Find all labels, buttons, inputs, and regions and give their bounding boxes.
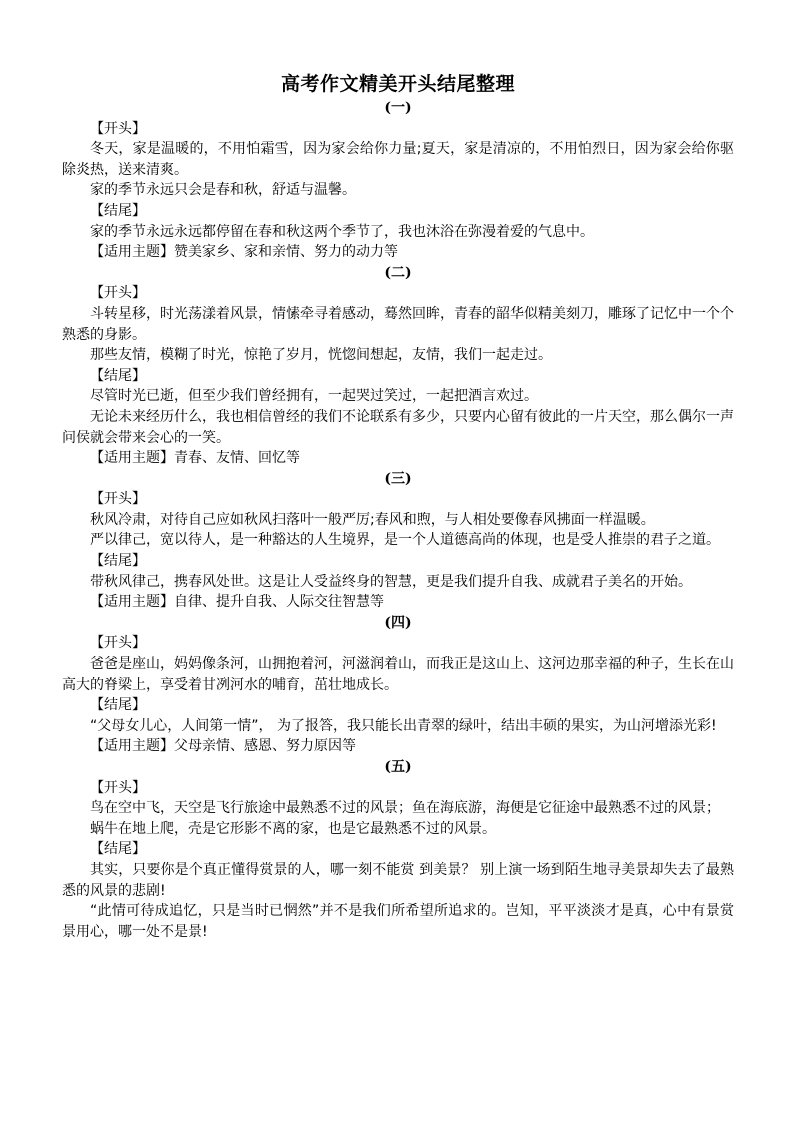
- paragraph: 蜗牛在地上爬，壳是它形影不离的家，也是它最熟悉不过的风景。: [90, 820, 496, 837]
- section-number: (五): [384, 759, 412, 775]
- paragraph: 那些友情，模糊了时光，惊艳了岁月，恍惚间想起，友情，我们一起走过。: [90, 347, 552, 364]
- paragraph: 带秋风律己，携春风处世。这是让人受益终身的智慧，更是我们提升自我、成就君子美名的开始。: [90, 573, 692, 590]
- paragraph: 严以律己，宽以待人，是一种豁达的人生境界，是一个人道德高尚的体现，也是受人推崇的君子之道。: [90, 532, 720, 549]
- opening-label: 【开头】: [90, 120, 146, 137]
- ending-label: 【结尾】: [90, 367, 146, 384]
- paragraph: 秋风冷肃，对待自己应如秋风扫落叶一般严厉;春风和煦，与人相处要像春风拂面一样温暖。: [90, 511, 655, 528]
- section-3: [62, 469, 734, 613]
- opening-label: 【开头】: [90, 491, 146, 508]
- ending-label: 【结尾】: [90, 841, 146, 858]
- opening-label: 【开头】: [90, 779, 146, 796]
- theme-line: 【适用主题】父母亲情、感恩、努力原因等: [90, 738, 356, 755]
- paragraph: 冬天，家是温暖的，不用怕霜雪，因为家会给你力量;夏天，家是清凉的，不用怕烈日，因为家会给你驱除炎热，送来清爽。: [62, 141, 734, 178]
- theme-line: 【适用主题】赞美家乡、家和亲情、努力的动力等: [90, 244, 398, 261]
- document-page: [62, 70, 734, 942]
- section-1: [62, 98, 734, 263]
- paragraph: 斗转星移，时光荡漾着风景，情愫牵寻着感动，蓦然回眸，青春的韶华似精美刻刀，雕琢了记忆中一个个熟悉的身影。: [62, 305, 734, 343]
- ending-label: 【结尾】: [90, 697, 146, 714]
- paragraph: 其实，只要你是个真正懂得赏景的人，哪一刻不能赏 到美景？ 别上演一场到陌生地寻美景却失去了最熟悉的风景的悲剧!: [62, 861, 734, 899]
- section-5: [62, 757, 734, 942]
- opening-label: 【开头】: [90, 285, 146, 302]
- section-2: [62, 263, 734, 469]
- theme-line: 【适用主题】自律、提升自我、人际交往智慧等: [90, 594, 384, 611]
- theme-line: 【适用主题】青春、友情、回忆等: [90, 450, 300, 467]
- document-title: 高考作文精美开头结尾整理: [280, 73, 515, 95]
- ending-label: 【结尾】: [90, 553, 146, 570]
- paragraph: 爸爸是座山，妈妈像条河，山拥抱着河，河滋润着山，而我正是这山上、这河边那幸福的种子，生长在山高大的脊梁上，享受着甘冽河水的哺育，茁壮地成长。: [62, 656, 734, 693]
- paragraph: “父母女儿心，人间第一情”， 为了报答，我只能长出青翠的绿叶，结出丰硕的果实，为山河增添光彩!: [90, 717, 717, 734]
- section-number: (二): [384, 264, 412, 281]
- section-number: (四): [384, 614, 412, 631]
- paragraph: 家的季节永远只会是春和秋，舒适与温馨。: [90, 182, 356, 199]
- paragraph: 无论未来经历什么，我也相信曾经的我们不论联系有多少，只要内心留有彼此的一片天空，那么偶尔一声问侯就会带来会心的一笑。: [62, 408, 734, 446]
- section-4: [62, 613, 734, 757]
- paragraph: 鸟在空中飞，天空是飞行旅途中最熟悉不过的风景；鱼在海底游，海便是它征途中最熟悉不过的风景；: [90, 800, 720, 817]
- paragraph: 家的季节永远永远都停留在春和秋这两个季节了，我也沐浴在弥漫着爱的气息中。: [90, 223, 594, 240]
- ending-label: 【结尾】: [90, 202, 146, 219]
- section-number: (一): [384, 100, 412, 116]
- opening-label: 【开头】: [90, 635, 146, 652]
- paragraph: 尽管时光已逝，但至少我们曾经拥有，一起哭过笑过，一起把酒言欢过。: [90, 388, 538, 405]
- paragraph: “此情可待成追忆，只是当时已惘然”并不是我们所希望所追求的。岂知，平平淡淡才是真，心中有景赏景用心，哪一处不是景!: [62, 903, 734, 940]
- section-number: (三): [384, 470, 412, 487]
